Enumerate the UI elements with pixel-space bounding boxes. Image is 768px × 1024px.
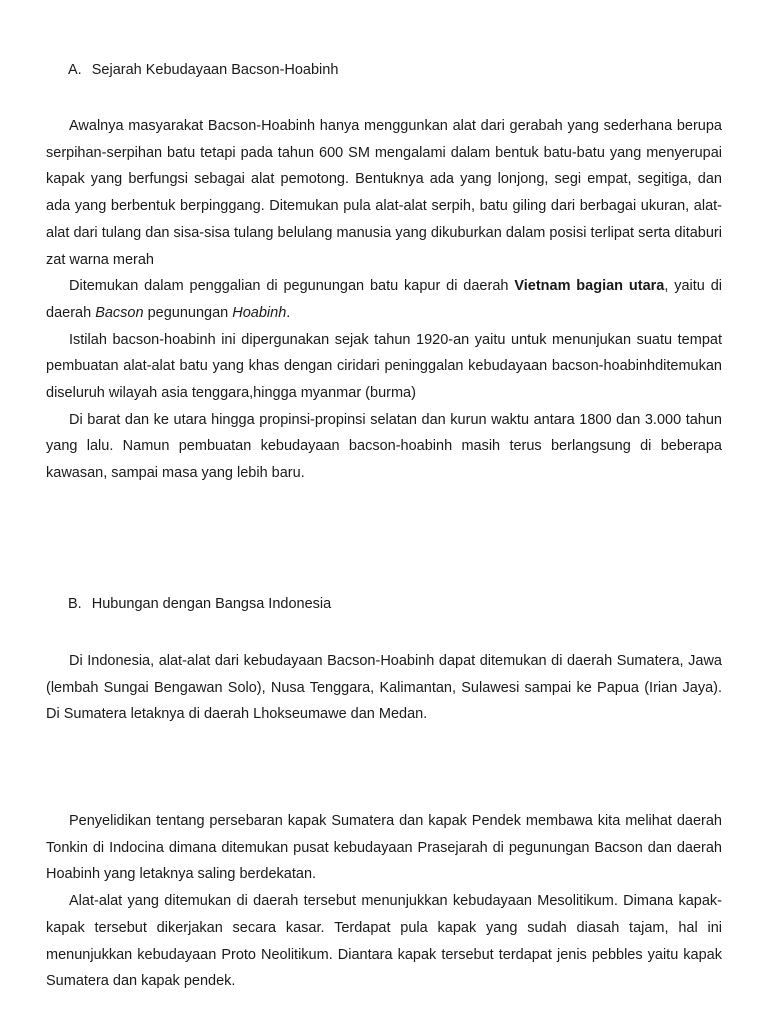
section-b-title: Hubungan dengan Bangsa Indonesia xyxy=(91,596,332,612)
section-a-paragraph-3: Istilah bacson-hoabinh ini dipergunakan sejak tahun 1920-an yaitu untuk menunjukan suatu tempat pembuatan alat-alat batu yang khas dengan ciridari peninggalan kebudayaan bacson-hoabinhditemukan diseluruh wilayah asia tenggara,hingga myanmar (burma) xyxy=(46,331,722,402)
section-b-body-1 xyxy=(46,648,722,728)
section-b-paragraph-3: Alat-alat yang ditemukan di daerah tersebut menunjukkan kebudayaan Mesolitikum. Dimana kapak-kapak tersebut dikerjakan secara kasar. Terdapat pula kapak yang sudah diasah tajam, hal ini menunjukkan kebudayaan Proto Neolitikum. Diantara kapak tersebut terdapat jenis pebbles yaitu kapak Sumatera dan kapak pendek. xyxy=(46,893,722,990)
section-a-body xyxy=(46,113,722,487)
p2-text-c: pegunungan xyxy=(143,304,233,321)
section-b-number: B. xyxy=(68,596,82,612)
p2-italic-hoabinh: Hoabinh xyxy=(232,304,287,321)
section-a-paragraph-1: Awalnya masyarakat Bacson-Hoabinh hanya menggunkan alat dari gerabah yang sederhana berupa serpihan-serpihan batu tetapi pada tahun 600 SM mengalami dalam bentuk batu-batu yang menyerupai kapak yang berfungsi sebagai alat pemotong. Bentuknya ada yang lonjong, segi empat, segitiga, dan ada yang berbentuk berpinggang. Ditemukan pula alat-alat serpih, batu giling dari berbagai ukuran, alat-alat dari tulang dan sisa-sisa tulang belulang manusia yang dikuburkan dalam posisi terlipat serta ditaburi zat warna merah xyxy=(46,118,722,268)
section-b-paragraph-1: Di Indonesia, alat-alat dari kebudayaan Bacson-Hoabinh dapat ditemukan di daerah Sumatera, Jawa (lembah Sungai Bengawan Solo), Nusa Tenggara, Kalimantan, Sulawesi sampai ke Papua (Irian Jaya). Di Sumatera letaknya di daerah Lhokseumawe dan Medan. xyxy=(46,653,722,723)
p2-italic-bacson: Bacson xyxy=(95,304,144,321)
p2-bold-location: Vietnam bagian utara xyxy=(514,278,665,295)
section-a-paragraph-2 xyxy=(46,273,722,326)
section-b-body-2 xyxy=(46,808,722,995)
section-a-number: A. xyxy=(68,62,82,78)
section-a-title: Sejarah Kebudayaan Bacson-Hoabinh xyxy=(91,62,339,78)
section-b-heading xyxy=(68,596,331,612)
section-a-paragraph-4: Di barat dan ke utara hingga propinsi-propinsi selatan dan kurun waktu antara 1800 dan 3.000 tahun yang lalu. Namun pembuatan kebudayaan bacson-hoabinh masih terus berlangsung di beberapa kawasan, sampai masa yang lebih baru. xyxy=(46,411,722,482)
section-b-paragraph-2: Penyelidikan tentang persebaran kapak Sumatera dan kapak Pendek membawa kita melihat daerah Tonkin di Indocina dimana ditemukan pusat kebudayaan Prasejarah di pegunungan Bacson dan daerah Hoabinh yang letaknya saling berdekatan. xyxy=(46,813,722,883)
p2-text-d: . xyxy=(286,304,291,321)
section-a-heading xyxy=(68,62,338,78)
p2-text-b: , yaitu di daerah xyxy=(46,278,723,321)
p2-text-a: Ditemukan dalam penggalian di pegunungan batu kapur di daerah xyxy=(69,278,515,295)
